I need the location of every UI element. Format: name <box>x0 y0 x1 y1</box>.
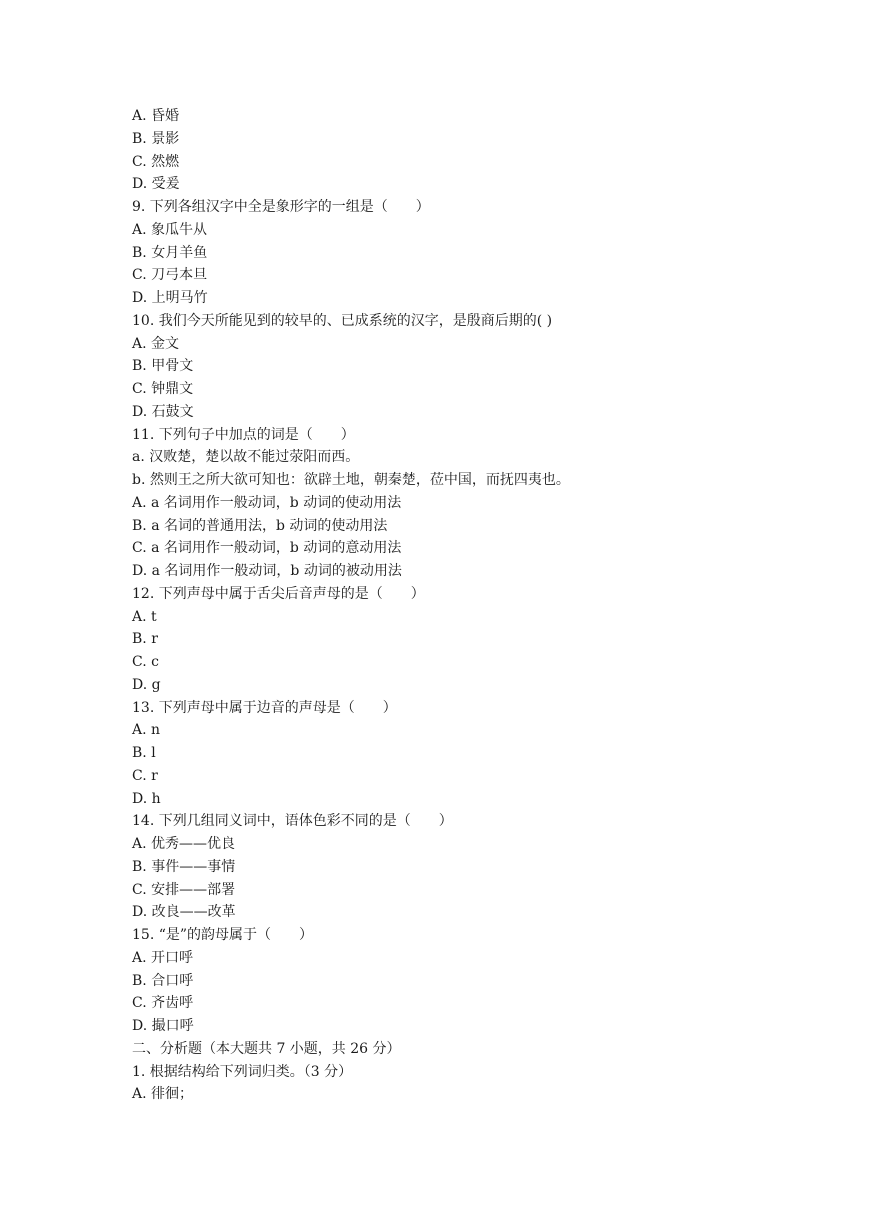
option-line: A. 徘徊； <box>132 1086 194 1103</box>
option-line: D. 受爰 <box>132 176 180 193</box>
option-line: A. n <box>132 722 161 739</box>
option-line: D. 上明马竹 <box>132 290 208 306</box>
option-line: C. 齐齿呼 <box>132 995 194 1012</box>
sentence-b: b. 然则王之所大欲可知也：欲辟土地，朝秦楚，莅中国，而抚四夷也。 <box>132 472 570 488</box>
option-line: D. 改良——改革 <box>132 904 236 921</box>
question-12: 12. 下列声母中属于舌尖后音声母的是（ ） <box>132 585 425 602</box>
option-line: B. l <box>132 745 156 761</box>
option-line: C. c <box>132 654 159 670</box>
option-line: A. 开口呼 <box>132 949 194 966</box>
option-line: A. t <box>132 608 157 625</box>
option-line: B. 事件——事情 <box>132 858 236 875</box>
sentence-a: a. 汉败楚，楚以故不能过荥阳而西。 <box>132 449 360 466</box>
option-line: D. h <box>132 790 161 807</box>
question-13: 13. 下列声母中属于边音的声母是（ ） <box>132 699 397 716</box>
option-line: B. 甲骨文 <box>132 358 194 375</box>
option-line: B. 合口呼 <box>132 972 194 989</box>
option-line: B. 景影 <box>132 130 180 147</box>
question-11: 11. 下列句子中加点的词是（ ） <box>132 426 355 443</box>
option-line: D. 撮口呼 <box>132 1018 194 1034</box>
option-line: A. a 名词用作一般动词，b 动词的使动用法 <box>132 494 402 511</box>
option-line: A. 象瓜牛从 <box>132 221 208 238</box>
question-14: 14. 下列几组同义词中，语体色彩不同的是（ ） <box>132 813 453 830</box>
question-10: 10. 我们今天所能见到的较早的、已成系统的汉字，是殷商后期的( ) <box>132 312 553 329</box>
analysis-question-1: 1. 根据结构给下列词归类。（3 分） <box>132 1063 353 1080</box>
option-line: B. 女月羊鱼 <box>132 244 208 261</box>
option-line: D. g <box>132 676 161 693</box>
option-line: B. r <box>132 631 158 648</box>
option-line: D. 石鼓文 <box>132 403 194 420</box>
question-9: 9. 下列各组汉字中全是象形字的一组是（ ） <box>132 199 430 215</box>
document-body <box>132 105 772 1106</box>
option-line: C. a 名词用作一般动词，b 动词的意动用法 <box>132 540 402 557</box>
section-heading: 二、分析题（本大题共 7 小题，共 26 分） <box>132 1040 401 1057</box>
option-line: A. 优秀——优良 <box>132 836 236 852</box>
option-line: C. r <box>132 767 158 784</box>
question-15: 15. “是”的韵母属于（ ） <box>132 927 314 943</box>
option-line: B. a 名词的普通用法，b 动词的使动用法 <box>132 517 388 534</box>
option-line: C. 刀弓本旦 <box>132 267 208 284</box>
option-line: A. 昏婚 <box>132 108 180 124</box>
option-line: A. 金文 <box>132 335 180 352</box>
option-line: C. 安排——部署 <box>132 881 236 898</box>
option-line: C. 钟鼎文 <box>132 381 194 397</box>
option-line: C. 然燃 <box>132 153 180 170</box>
option-line: D. a 名词用作一般动词，b 动词的被动用法 <box>132 563 402 579</box>
